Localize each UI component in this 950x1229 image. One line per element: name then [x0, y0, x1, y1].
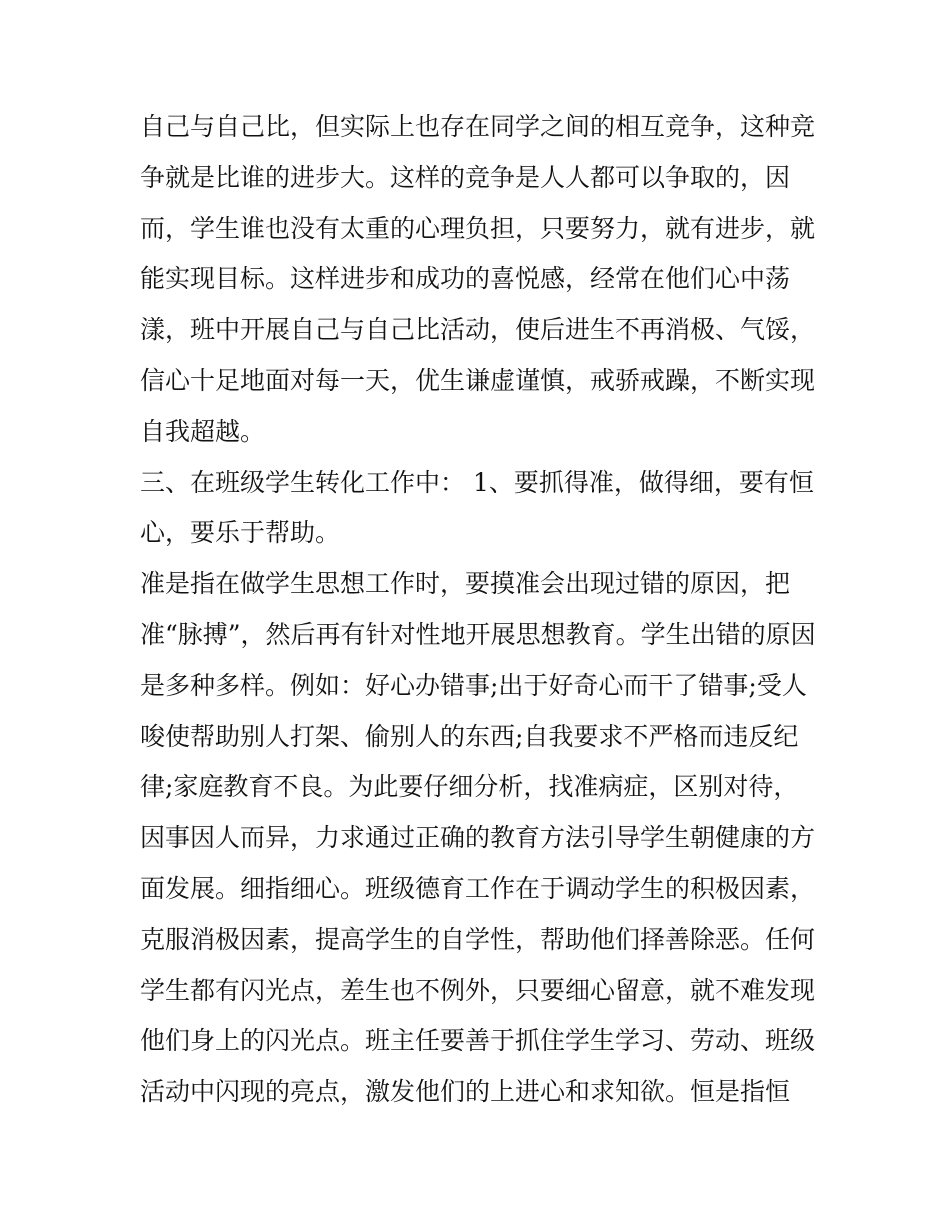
- text-line: 漾，班中开展自己与自己比活动，使后进生不再消极、气馁，: [140, 315, 816, 345]
- text-line: 学生都有闪光点，差生也不例外，只要细心留意，就不难发现: [140, 975, 816, 1005]
- text-line: 是多种多样。例如：好心办错事;出于好奇心而干了错事;受人: [140, 670, 807, 700]
- section-heading-line: 三、在班级学生转化工作中： 1、要抓得准，做得细，要有恒: [140, 467, 814, 497]
- body-text: [140, 102, 820, 1118]
- text-line: 律;家庭教育不良。为此要仔细分析，找准病症，区别对待，: [140, 772, 799, 802]
- text-line: 争就是比谁的进步大。这样的竞争是人人都可以争取的，因: [140, 162, 791, 192]
- text-line: 自己与自己比，但实际上也存在同学之间的相互竞争，这种竞: [140, 112, 816, 141]
- text-line: 准“脉搏”，然后再有针对性地开展思想教育。学生出错的原因: [140, 619, 816, 649]
- text-line: 唆使帮助别人打架、偷别人的东西;自我要求不严格而违反纪: [140, 721, 799, 751]
- text-line: 能实现目标。这样进步和成功的喜悦感，经常在他们心中荡: [140, 264, 791, 294]
- text-line: 心，要乐于帮助。: [140, 518, 341, 548]
- text-line: 自我超越。: [140, 416, 266, 446]
- text-line: 而，学生谁也没有太重的心理负担，只要努力，就有进步，就: [140, 213, 816, 243]
- text-line: 信心十足地面对每一天，优生谦虚谨慎，戒骄戒躁，不断实现: [140, 365, 816, 395]
- text-line: 克服消极因素，提高学生的自学性，帮助他们择善除恶。任何: [140, 924, 816, 954]
- text-line: 他们身上的闪光点。班主任要善于抓住学生学习、劳动、班级: [140, 1026, 816, 1056]
- text-line: 准是指在做学生思想工作时，要摸准会出现过错的原因，把: [140, 569, 791, 599]
- text-line: 因事因人而异，力求通过正确的教育方法引导学生朝健康的方: [140, 823, 816, 853]
- text-line: 面发展。细指细心。班级德育工作在于调动学生的积极因素，: [140, 873, 816, 903]
- text-line: 活动中闪现的亮点，激发他们的上进心和求知欲。恒是指恒: [140, 1077, 791, 1107]
